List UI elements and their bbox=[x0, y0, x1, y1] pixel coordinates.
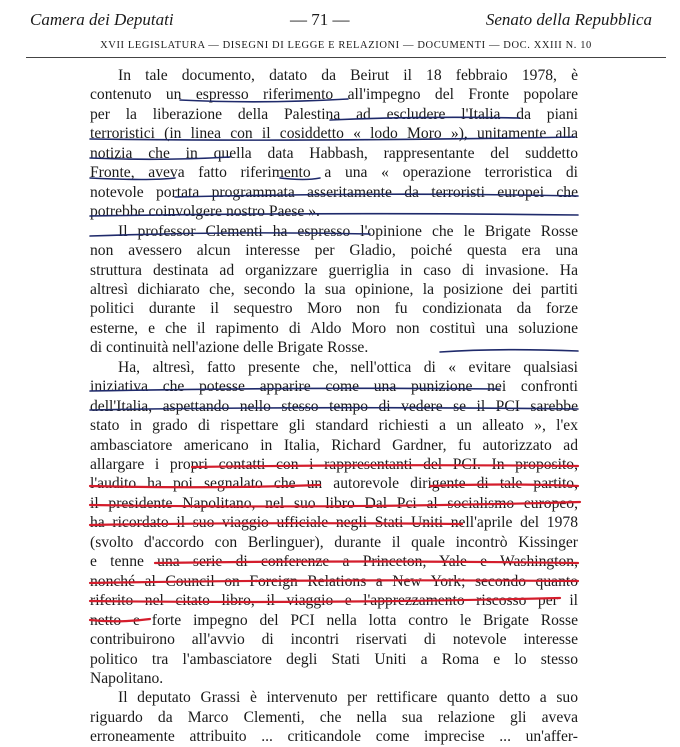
text-line: Ha, altresì, fatto presente che, nell'ottica di « evitare qualsiasi bbox=[118, 358, 578, 376]
text-line: contenuto un espresso riferimento all'impegno del Fronte popolare bbox=[90, 86, 578, 104]
text-line: riguardo da Marco Clementi, che nella sua relazione gli aveva bbox=[90, 708, 578, 726]
text-line: notizia che in quella data Habbash, rappresentante del suddetto bbox=[90, 144, 578, 162]
page-number: — 71 — bbox=[290, 10, 350, 29]
text-line: non avessero alcun interesse per Gladio, poiché questa era una bbox=[90, 242, 578, 260]
text-line: In tale documento, datato da Beirut il 18 febbraio 1978, è bbox=[118, 67, 578, 84]
text-line: di continuità nell'azione delle Brigate Rosse. bbox=[90, 339, 369, 357]
text-line: erroneamente attribuito ... criticandole come imprecise ... un'affer- bbox=[90, 728, 578, 746]
text-line: allargare i propri contatti con i rappresentanti del PCI. In proposito, bbox=[90, 456, 578, 473]
header-chamber: Camera dei Deputati bbox=[30, 10, 174, 29]
text-line: iniziativa che potesse apparire come una punizione nei confronti bbox=[90, 378, 578, 396]
text-line: terroristici (in linea con il cosiddetto « lodo Moro »), unitamente alla bbox=[90, 125, 578, 143]
text-line: politici durante il sequestro Moro non fu condizionata da forze bbox=[90, 300, 578, 318]
text-line: l'audito ha poi segnalato che un autorevole dirigente di tale partito, bbox=[90, 475, 578, 493]
text-line: potrebbe coinvolgere nostro Paese ». bbox=[90, 203, 320, 221]
text-line: politico tra l'ambasciatore degli Stati Uniti a Roma e lo stesso bbox=[90, 650, 578, 668]
text-line: dell'Italia, aspettando nello stesso tempo di vedere se il PCI sarebbe bbox=[90, 397, 578, 415]
text-line: Il professor Clementi ha espresso l'opinione che le Brigate Rosse bbox=[118, 222, 578, 240]
text-line: struttura destinata ad organizzare guerriglia in caso di invasione. Ha bbox=[90, 261, 578, 279]
text-line: contribuirono all'avvio di incontri riservati di notevole interesse bbox=[90, 631, 578, 649]
text-line: notevole portata programmata asseritamente da terroristi europei che bbox=[90, 183, 578, 201]
text-line: Napolitano. bbox=[90, 669, 164, 687]
text-line: per la liberazione della Palestina ad escludere l'Italia da piani bbox=[90, 105, 578, 123]
text-line: il presidente Napolitano, nel suo libro Dal Pci al socialismo europeo, bbox=[90, 494, 578, 512]
text-line: stato in grado di rispettare gli standard richiesti a un alleato », l'ex bbox=[90, 417, 578, 435]
text-line: riferito nel citato libro, il viaggio e l'apprezzamento riscosso per il bbox=[90, 592, 578, 610]
text-line: Il deputato Grassi è intervenuto per rettificare quanto detto a suo bbox=[118, 689, 578, 707]
page-header bbox=[0, 10, 680, 32]
text-line: (svolto d'accordo con Berlinguer), durante il quale incontrò Kissinger bbox=[90, 533, 578, 551]
text-line: netto e forte impegno del PCI nella lotta contro le Brigate Rosse bbox=[90, 611, 578, 629]
legislature-subheader: XVII LEGISLATURA — DISEGNI DI LEGGE E RELAZIONI — DOCUMENTI — DOC. XXIII N. 10 bbox=[26, 40, 666, 58]
text-line: e tenne una serie di conferenze a Princeton, Yale e Washington, bbox=[90, 553, 578, 571]
text-line: esterne, e che il rapimento di Aldo Moro non costituì una soluzione bbox=[90, 319, 578, 337]
text-line: nonché al Council on Foreign Relations a New York; secondo quanto bbox=[90, 572, 578, 590]
text-line: ambasciatore americano in Italia, Richard Gardner, fu autorizzato ad bbox=[90, 436, 578, 454]
text-line: ha ricordato il suo viaggio ufficiale negli Stati Uniti nell'aprile del 1978 bbox=[90, 514, 578, 532]
header-senate: Senato della Repubblica bbox=[485, 10, 652, 29]
text-line: Fronte, aveva fatto riferimento a una « operazione terroristica di bbox=[90, 164, 578, 182]
text-line: altresì dichiarato che, secondo la sua opinione, la posizione dei partiti bbox=[90, 280, 578, 298]
